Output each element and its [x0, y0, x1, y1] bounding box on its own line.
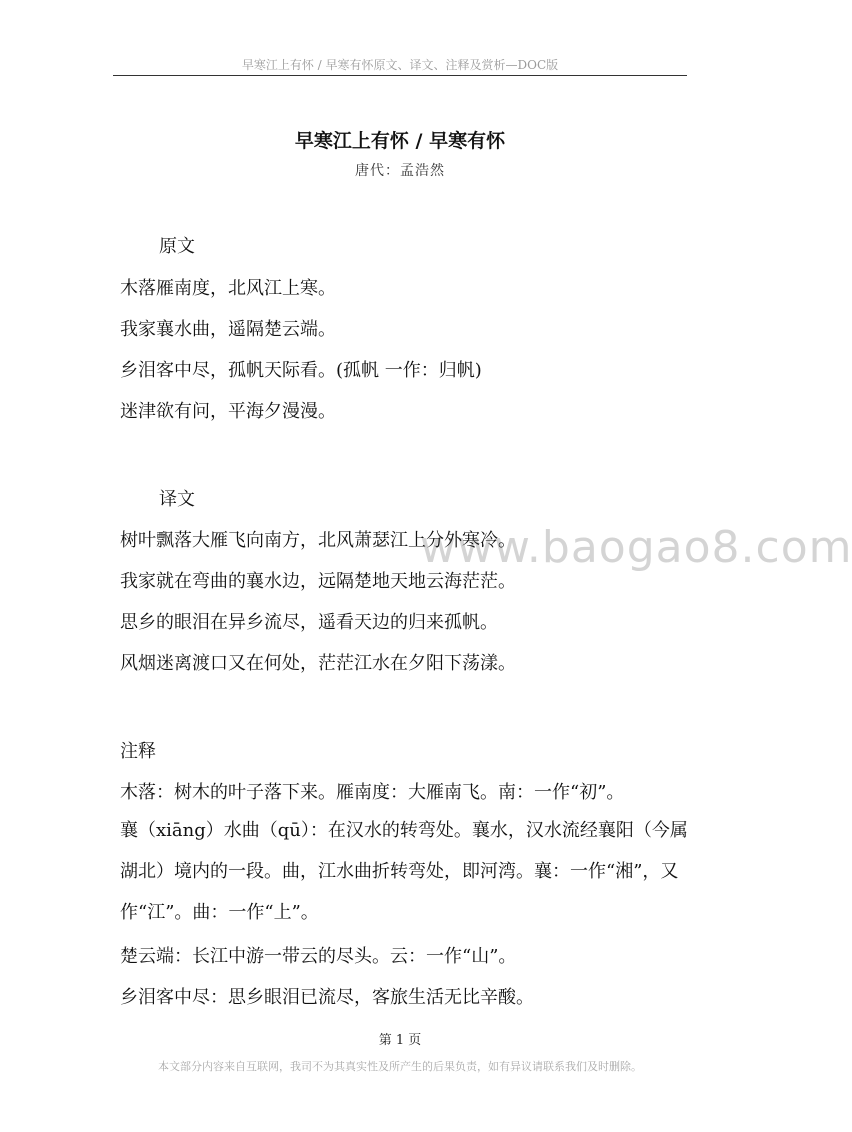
footer-disclaimer: 本文部分内容来自互联网，我司不为其真实性及所产生的后果负责，如有异议请联系我们及时删除。 — [158, 1060, 642, 1073]
note-item: 楚云端：长江中游一带云的尽头。云：一作“山”。 — [120, 946, 517, 967]
section-heading-notes: 注释 — [120, 741, 156, 762]
header-rule — [113, 75, 687, 76]
note-item: 襄（xiāng）水曲（qū）：在汉水的转弯处。襄水，汉水流经襄阳（今属湖北）境内的一段。曲，江水曲折转弯处，即河湾。襄：一作“湘”，又作“江”。曲：一作“上”。 — [120, 820, 688, 923]
poem-line: 乡泪客中尽，孤帆天际看。(孤帆 一作：归帆) — [120, 360, 482, 381]
section-heading-original: 原文 — [159, 236, 195, 257]
author-line: 唐代：孟浩然 — [355, 163, 445, 179]
section-heading-translation: 译文 — [159, 489, 195, 510]
page-title: 早寒江上有怀 / 早寒有怀 — [294, 130, 506, 152]
watermark: www.baogao8.com — [420, 522, 852, 573]
poem-line: 木落雁南度，北风江上寒。 — [120, 278, 336, 299]
poem-line: 迷津欲有问，平海夕漫漫。 — [120, 401, 336, 422]
note-item: 乡泪客中尽：思乡眼泪已流尽，客旅生活无比辛酸。 — [120, 987, 534, 1008]
note-item: 木落：树木的叶子落下来。雁南度：大雁南飞。南：一作“初”。 — [120, 782, 625, 803]
translation-line: 树叶飘落大雁飞向南方，北风萧瑟江上分外寒冷。 — [120, 530, 516, 551]
translation-line: 思乡的眼泪在异乡流尽，遥看天边的归来孤帆。 — [120, 612, 498, 633]
poem-line: 我家襄水曲，遥隔楚云端。 — [120, 319, 336, 340]
translation-line: 我家就在弯曲的襄水边，远隔楚地天地云海茫茫。 — [120, 571, 516, 592]
page-number: 第 1 页 — [378, 1033, 422, 1048]
running-header: 早寒江上有怀 / 早寒有怀原文、译文、注释及赏析—DOC版 — [241, 58, 559, 72]
translation-line: 风烟迷离渡口又在何处，茫茫江水在夕阳下荡漾。 — [120, 653, 516, 674]
